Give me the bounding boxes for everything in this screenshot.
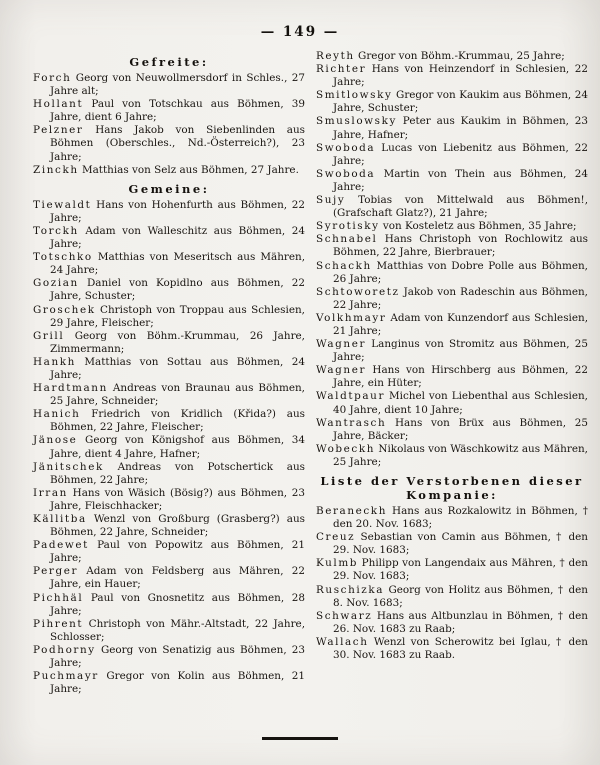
roster-entry: [316, 233, 588, 259]
entry-surname: Jänitschek: [33, 460, 104, 473]
entry-details: Hans von Hohenfurth aus Böhmen, 22 Jahre;: [50, 198, 305, 224]
entry-details: Hans von Brüx aus Böhmen, 25 Jahre, Bäcker;: [333, 416, 588, 442]
entry-surname: Totschko: [33, 251, 93, 264]
roster-entry: [316, 168, 588, 194]
entry-surname: Gozian: [33, 277, 79, 290]
roster-entry: [316, 531, 588, 557]
entry-surname: Schackh: [316, 259, 372, 272]
roster-entry: [316, 286, 588, 312]
entry-surname: Padewet: [33, 539, 89, 552]
roster-entry: [33, 251, 305, 277]
entry-surname: Kulmb: [316, 557, 359, 570]
roster-entry: [316, 610, 588, 636]
entry-surname: Grill: [33, 329, 65, 342]
roster-entry: [316, 338, 588, 364]
entry-details: Paul von Totschkau aus Böhmen, 39 Jahre, dient 6 Jahre;: [50, 98, 305, 124]
entry-details: Gregor von Kaukim aus Böhmen, 24 Jahre, Schuster;: [333, 89, 589, 115]
roster-entry: [316, 115, 588, 141]
entry-details: Hans Jakob von Siebenlinden aus Böhmen (Oberschles., Nd.-Österreich?), 23 Jahre;: [50, 124, 305, 163]
roster-entry: [316, 557, 588, 583]
roster-entry: [316, 636, 588, 662]
roster-entry: [33, 592, 305, 618]
entry-details: Georg von Senatizig aus Böhmen, 23 Jahre;: [50, 643, 306, 670]
entry-details: Wenzl von Scherowitz bei Iglau, † den 30. Nov. 1683 zu Raab.: [333, 635, 588, 662]
roster-entry: [33, 225, 305, 251]
roster-entry: [33, 644, 305, 670]
entry-details: Georg von Böhm.-Krummau, 26 Jahre, Zimmermann;: [50, 329, 305, 355]
entry-surname: Wagner: [316, 364, 367, 377]
roster-entry: [316, 584, 588, 610]
entry-surname: Hardtmann: [33, 382, 108, 395]
entry-surname: Wobeckh: [316, 442, 376, 455]
entry-surname: Källitba: [33, 513, 87, 525]
entry-surname: Ruschizka: [316, 583, 385, 596]
entry-surname: Wantrasch: [316, 416, 387, 429]
entry-details: Hans aus Rozkalowitz in Böhmen, † den 20. Nov. 1683;: [333, 505, 589, 531]
entry-surname: Schwarz: [316, 609, 373, 622]
roster-entry: [316, 50, 588, 63]
roster-entry: [33, 199, 305, 225]
entry-surname: Swoboda: [316, 141, 376, 154]
roster-entry: [316, 505, 588, 531]
entry-details: Hans von Hirschberg aus Böhmen, 22 Jahre, ein Hüter;: [333, 364, 588, 390]
entry-surname: Jänose: [33, 434, 78, 447]
section-heading: Gefreite:: [129, 55, 209, 69]
entry-surname: Podhorny: [33, 643, 96, 656]
entry-details: Matthias von Sottau aus Böhmen, 24 Jahre;: [50, 355, 305, 381]
roster-entry: [33, 382, 305, 408]
entry-details: Lucas von Liebenitz aus Böhmen, 22 Jahre;: [333, 141, 588, 167]
entry-details: Matthias von Dobre Polle aus Böhmen, 26 Jahre;: [333, 259, 588, 285]
roster-entry: [316, 443, 588, 469]
entry-surname: Perger: [33, 565, 79, 578]
entry-surname: Puchmayr: [33, 670, 99, 683]
entry-surname: Pelzner: [33, 124, 84, 137]
entry-details: Hans Christoph von Rochlowitz aus Böhmen, 22 Jahre, Bierbrauer;: [333, 233, 588, 259]
roster-entry: [316, 142, 588, 168]
section-heading: Gemeine:: [128, 181, 210, 196]
entry-surname: Wallach: [316, 635, 369, 648]
entry-surname: Beraneckh: [316, 505, 387, 517]
entry-surname: Hanich: [33, 408, 81, 421]
roster-entry: [33, 408, 305, 434]
entry-surname: Smitlowsky: [316, 89, 393, 102]
entry-surname: Groschek: [33, 303, 96, 316]
entry-details: Paul von Popowitz aus Böhmen, 21 Jahre;: [50, 539, 306, 565]
entry-details: Peter aus Kaukim in Böhmen, 23 Jahre, Hafner;: [333, 115, 588, 141]
roster-entry: [316, 194, 588, 220]
roster-entry: [33, 461, 305, 487]
roster-entry: [33, 513, 305, 539]
entry-details: Adam von Walleschitz aus Böhmen, 24 Jahre;: [50, 224, 305, 251]
roster-entry: [33, 124, 305, 163]
entry-surname: Smuslowsky: [316, 115, 397, 128]
entry-details: Georg von Königshof aus Böhmen, 34 Jahre, dient 4 Jahre, Hafner;: [50, 434, 305, 460]
roster-entry: [33, 670, 305, 696]
entry-surname: Schtoworetz: [316, 285, 400, 298]
entry-surname: Tiewaldt: [33, 198, 92, 211]
entry-details: Wenzl von Großburg (Grasberg?) aus Böhmen, 22 Jahre, Schneider;: [50, 513, 305, 539]
bottom-divider-rule: [262, 737, 338, 740]
entry-details: Martin von Thein aus Böhmen, 24 Jahre;: [333, 167, 588, 193]
roster-entry: [33, 164, 305, 177]
roster-entry: [316, 417, 588, 443]
entry-surname: Schnabel: [316, 233, 378, 246]
entry-details: Tobias von Mittelwald aus Böhmen!, (Grafschaft Glatz?), 21 Jahre;: [333, 194, 589, 220]
roster-entry: [33, 277, 305, 303]
entry-details: Christoph von Troppau aus Schlesien, 29 Jahre, Fleischer;: [50, 303, 305, 329]
roster-entry: [33, 539, 305, 565]
entry-details: Michel von Liebenthal aus Schlesien, 40 Jahre, dient 10 Jahre;: [333, 390, 588, 416]
entry-details: Friedrich von Kridlich (Křida?) aus Böhmen, 22 Jahre, Fleischer;: [50, 408, 305, 434]
entry-details: Adam von Feldsberg aus Mähren, 22 Jahre, ein Hauer;: [50, 565, 305, 591]
entry-details: Gregor von Kolin aus Böhmen, 21 Jahre;: [50, 670, 305, 696]
right-column: [316, 50, 588, 696]
entry-details: Andreas von Potschertick aus Böhmen, 22 Jahre;: [50, 460, 305, 486]
entry-details: Adam von Kunzendorf aus Schlesien, 21 Jahre;: [333, 311, 588, 337]
entry-details: von Kosteletz aus Böhmen, 35 Jahre;: [382, 220, 577, 233]
entry-details: Nikolaus von Wäschkowitz aus Mähren, 25 Jahre;: [333, 442, 588, 468]
roster-entry: [33, 565, 305, 591]
entry-details: Hans aus Altbunzlau in Böhmen, † den 26. Nov. 1683 zu Raab;: [333, 609, 588, 635]
entry-surname: Hollant: [33, 98, 84, 111]
roster-entry: [316, 89, 588, 115]
entry-details: Jakob von Radeschin aus Böhmen, 22 Jahre;: [333, 285, 588, 311]
entry-details: Matthias von Meseritsch aus Mähren, 24 Jahre;: [50, 251, 305, 277]
roster-entry: [316, 390, 588, 416]
roster-entry: [316, 364, 588, 390]
entry-surname: Wagner: [316, 338, 367, 351]
entry-details: Matthias von Selz aus Böhmen, 27 Jahre.: [81, 163, 299, 176]
entry-details: Paul von Gnosnetitz aus Böhmen, 28 Jahre;: [50, 591, 305, 617]
entry-details: Sebastian von Camin aus Böhmen, † den 29. Nov. 1683;: [333, 531, 589, 557]
entry-surname: Richter: [316, 63, 367, 76]
roster-entry: [316, 260, 588, 286]
roster-entry: [33, 304, 305, 330]
entry-details: Andreas von Braunau aus Böhmen, 25 Jahre, Schneider;: [50, 382, 305, 408]
entry-surname: Swoboda: [316, 167, 376, 180]
entry-surname: Zinckh: [33, 163, 79, 176]
entry-surname: Syrotisky: [316, 220, 380, 233]
entry-details: Georg von Holitz aus Böhmen, † den 8. Nov. 1683;: [333, 583, 588, 609]
roster-entry: [316, 220, 588, 233]
entry-details: Philipp von Langendaix aus Mähren, † den 29. Nov. 1683;: [333, 557, 588, 583]
entry-surname: Pihrent: [33, 617, 84, 630]
roster-entry: [33, 98, 305, 124]
page-number: — 149 —: [260, 24, 340, 40]
entry-details: Georg von Neuwollmersdorf in Schles., 27 Jahre alt;: [50, 72, 306, 98]
roster-entry: [33, 487, 305, 513]
entry-surname: Torckh: [33, 224, 79, 237]
text-columns: [33, 50, 588, 696]
roster-entry: [33, 330, 305, 356]
roster-entry: [33, 618, 305, 644]
entry-details: Hans von Heinzendorf in Schlesien, 22 Jahre;: [333, 63, 588, 89]
entry-details: Langinus von Stromitz aus Böhmen, 25 Jahre;: [333, 338, 588, 364]
roster-entry: [33, 72, 305, 98]
entry-surname: Creuz: [316, 531, 356, 544]
section-heading: Liste der Verstorbenen dieser Kompanie:: [320, 474, 584, 502]
entry-surname: Sujy: [316, 194, 346, 207]
entry-surname: Reyth: [316, 50, 355, 62]
entry-details: Hans von Wäsich (Bösig?) aus Böhmen, 23 Jahre, Fleischhacker;: [50, 486, 305, 512]
entry-details: Gregor von Böhm.-Krummau, 25 Jahre;: [358, 50, 565, 62]
entry-surname: Forch: [33, 72, 72, 84]
left-column: [33, 50, 305, 696]
entry-surname: Waldtpaur: [316, 390, 386, 403]
entry-details: Daniel von Kopidlno aus Böhmen, 22 Jahre, Schuster;: [50, 277, 305, 303]
entry-surname: Irran: [33, 486, 68, 499]
entry-surname: Hankh: [33, 355, 76, 368]
entry-surname: Pichhäl: [33, 591, 84, 604]
entry-details: Christoph von Mähr.-Altstadt, 22 Jahre, Schlosser;: [50, 617, 305, 643]
roster-entry: [316, 63, 588, 89]
roster-entry: [33, 434, 305, 460]
roster-entry: [316, 312, 588, 338]
roster-entry: [33, 356, 305, 382]
entry-surname: Volkhmayr: [316, 311, 387, 324]
